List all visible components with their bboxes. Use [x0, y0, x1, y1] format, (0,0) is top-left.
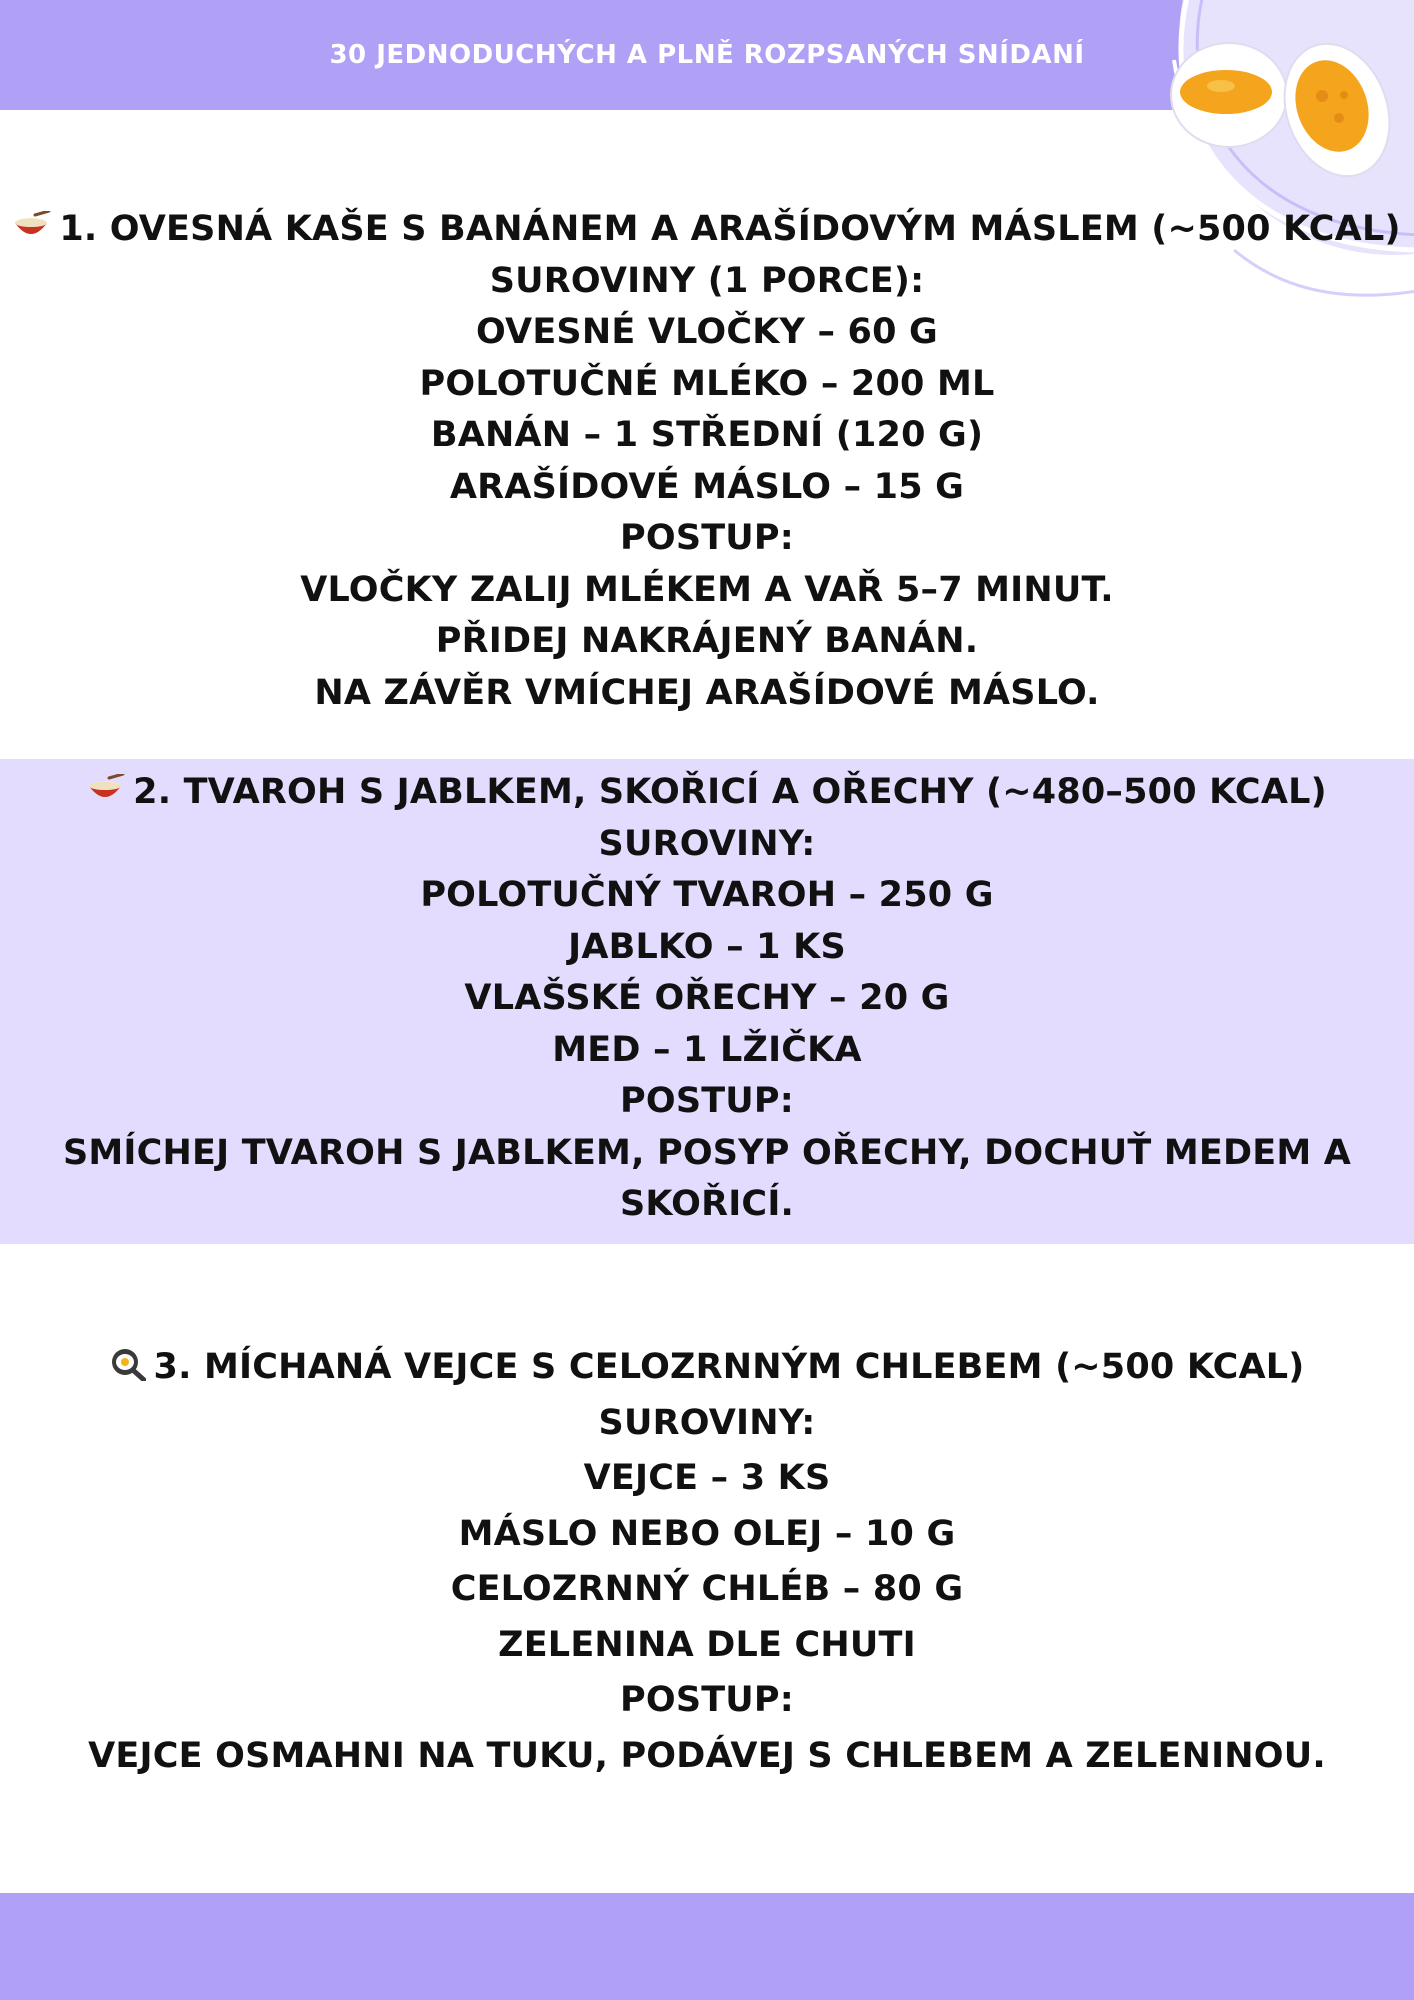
recipe-title: 2. TVAROH S JABLKEM, SKOŘICÍ A OŘECHY (~480–500 KCAL): [0, 767, 1414, 819]
page-footer: [0, 1893, 1414, 2000]
bowl-with-spoon-icon: [87, 774, 125, 804]
recipe-3: [0, 1340, 1414, 1784]
recipe-title: 1. OVESNÁ KAŠE S BANÁNEM A ARAŠÍDOVÝM MÁSLEM (~500 KCAL): [0, 204, 1414, 256]
ingredients-label: SUROVINY:: [598, 823, 816, 864]
method-label: POSTUP:: [620, 1081, 794, 1121]
list-item: POLOTUČNÉ MLÉKO – 200 ML: [419, 363, 995, 404]
list-item: VLAŠSKÉ OŘECHY – 20 G: [464, 978, 950, 1018]
recipe-2: [0, 759, 1414, 1244]
list-item: VEJCE – 3 KS: [583, 1458, 831, 1498]
recipe-title: 3. MÍCHANÁ VEJCE S CELOZRNNÝM CHLEBEM (~500 KCAL): [0, 1340, 1414, 1396]
list-item: MÁSLO NEBO OLEJ – 10 G: [458, 1513, 956, 1554]
method-label: POSTUP:: [620, 518, 794, 558]
list-item: CELOZRNNÝ CHLÉB – 80 G: [450, 1569, 964, 1609]
frying-pan-egg-icon: [110, 1347, 146, 1381]
ingredients-label: SUROVINY (1 PORCE):: [489, 260, 925, 301]
recipe-1: [0, 204, 1414, 719]
method-step: PŘIDEJ NAKRÁJENÝ BANÁN.: [435, 621, 979, 661]
method-step: VEJCE OSMAHNI NA TUKU, PODÁVEJ S CHLEBEM A ZELENINOU.: [88, 1735, 1326, 1776]
list-item: MED – 1 LŽIČKA: [552, 1029, 862, 1070]
method-step: NA ZÁVĚR VMÍCHEJ ARAŠÍDOVÉ MÁSLO.: [314, 672, 1100, 713]
method-step: VLOČKY ZALIJ MLÉKEM A VAŘ 5–7 MINUT.: [300, 569, 1114, 610]
list-item: POLOTUČNÝ TVAROH – 250 G: [420, 875, 994, 915]
method-step: SMÍCHEJ TVAROH S JABLKEM, POSYP OŘECHY, DOCHUŤ MEDEM A SKOŘICÍ.: [62, 1132, 1352, 1224]
method-label: POSTUP:: [620, 1680, 794, 1720]
list-item: BANÁN – 1 STŘEDNÍ (120 G): [430, 415, 984, 455]
list-item: ZELENINA DLE CHUTI: [498, 1624, 916, 1665]
list-item: OVESNÉ VLOČKY – 60 G: [476, 312, 938, 352]
bowl-with-spoon-icon: [13, 211, 51, 241]
list-item: ARAŠÍDOVÉ MÁSLO – 15 G: [449, 466, 965, 507]
page-title: 30 JEDNODUCHÝCH A PLNĚ ROZPSANÝCH SNÍDANÍ: [329, 40, 1085, 70]
list-item: JABLKO – 1 KS: [568, 926, 846, 967]
ingredients-label: SUROVINY:: [598, 1402, 816, 1443]
